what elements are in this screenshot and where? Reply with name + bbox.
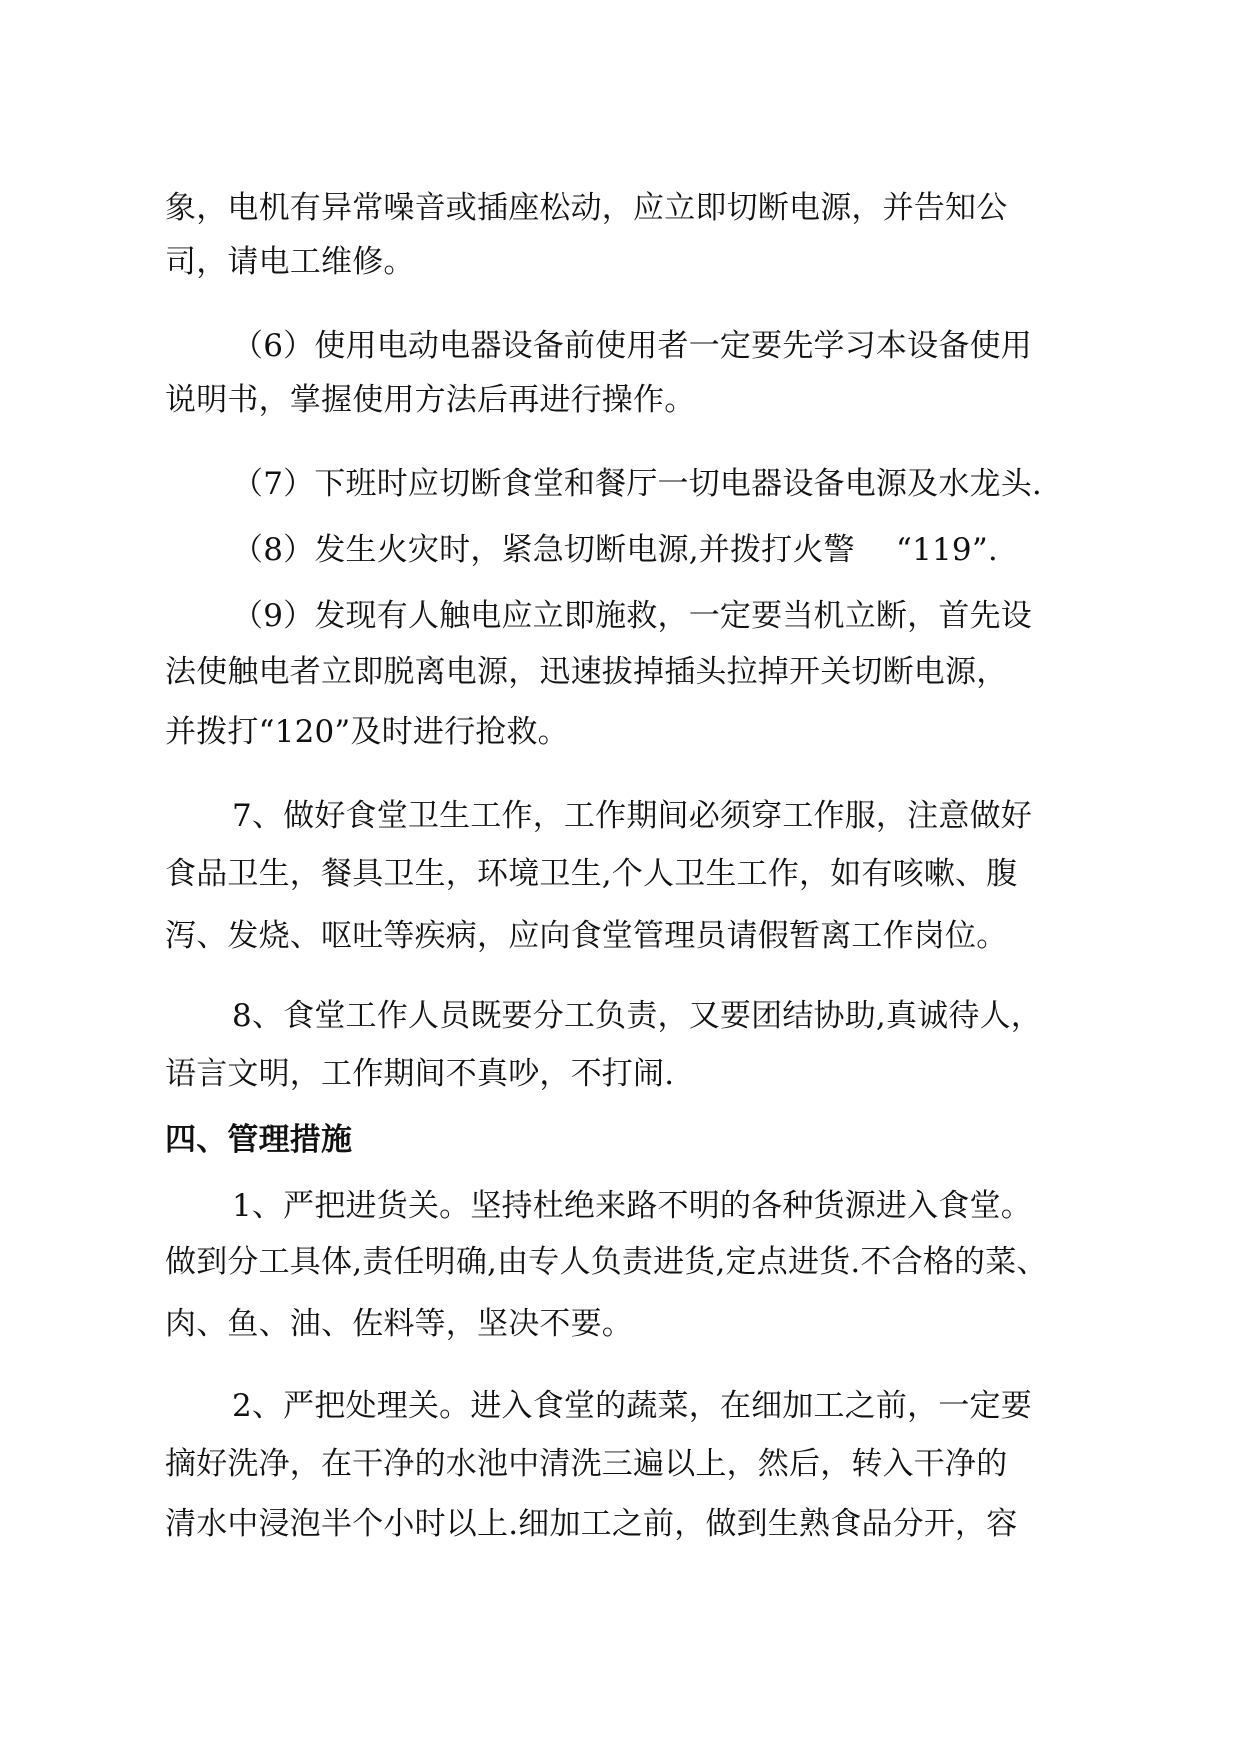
paragraph-line: 语言文明，工作期间不真吵，不打闹.: [165, 1056, 675, 1092]
paragraph-line: （6）使用电动电器设备前使用者一定要先学习本设备使用: [232, 328, 1032, 364]
paragraph-line: 象，电机有异常噪音或插座松动，应立即切断电源，并告知公: [165, 190, 1008, 226]
paragraph-line: 泻、发烧、呕吐等疾病，应向食堂管理员请假暂离工作岗位。: [165, 918, 1008, 954]
paragraph-line: 1、严把进货关。坚持杜绝来路不明的各种货源进入食堂。: [232, 1188, 1032, 1224]
paragraph-line: 并拨打“120”及时进行抢救。: [165, 714, 569, 750]
paragraph-line: 食品卫生，餐具卫生，环境卫生,个人卫生工作，如有咳嗽、腹: [165, 856, 1018, 892]
paragraph-line: 说明书，掌握使用方法后再进行操作。: [165, 382, 696, 418]
paragraph-line: 肉、鱼、油、佐料等，坚决不要。: [165, 1306, 633, 1342]
paragraph-line: 8、食堂工作人员既要分工负责，又要团结协助,真诚待人，: [232, 998, 1042, 1034]
paragraph-line: 7、做好食堂卫生工作，工作期间必须穿工作服，注意做好: [232, 798, 1032, 834]
paragraph-line: （8）发生火灾时，紧急切断电源,并拨打火警 “119”.: [232, 532, 998, 568]
paragraph-line: 司，请电工维修。: [165, 244, 415, 280]
section-heading: 四、管理措施: [165, 1122, 353, 1158]
paragraph-line: （7）下班时应切断食堂和餐厅一切电器设备电源及水龙头.: [232, 466, 1042, 502]
paragraph-line: （9）发现有人触电应立即施救，一定要当机立断，首先设: [232, 598, 1032, 634]
paragraph-line: 法使触电者立即脱离电源，迅速拔掉插头拉掉开关切断电源，: [165, 654, 1008, 690]
paragraph-line: 2、严把处理关。进入食堂的蔬菜，在细加工之前，一定要: [232, 1388, 1032, 1424]
paragraph-line: 摘好洗净，在干净的水池中清洗三遍以上，然后，转入干净的: [165, 1446, 1008, 1482]
paragraph-line: 做到分工具体,责任明确,由专人负责进货,定点进货.不合格的菜、: [165, 1244, 1048, 1280]
paragraph-line: 清水中浸泡半个小时以上.细加工之前，做到生熟食品分开，容: [165, 1506, 1018, 1542]
